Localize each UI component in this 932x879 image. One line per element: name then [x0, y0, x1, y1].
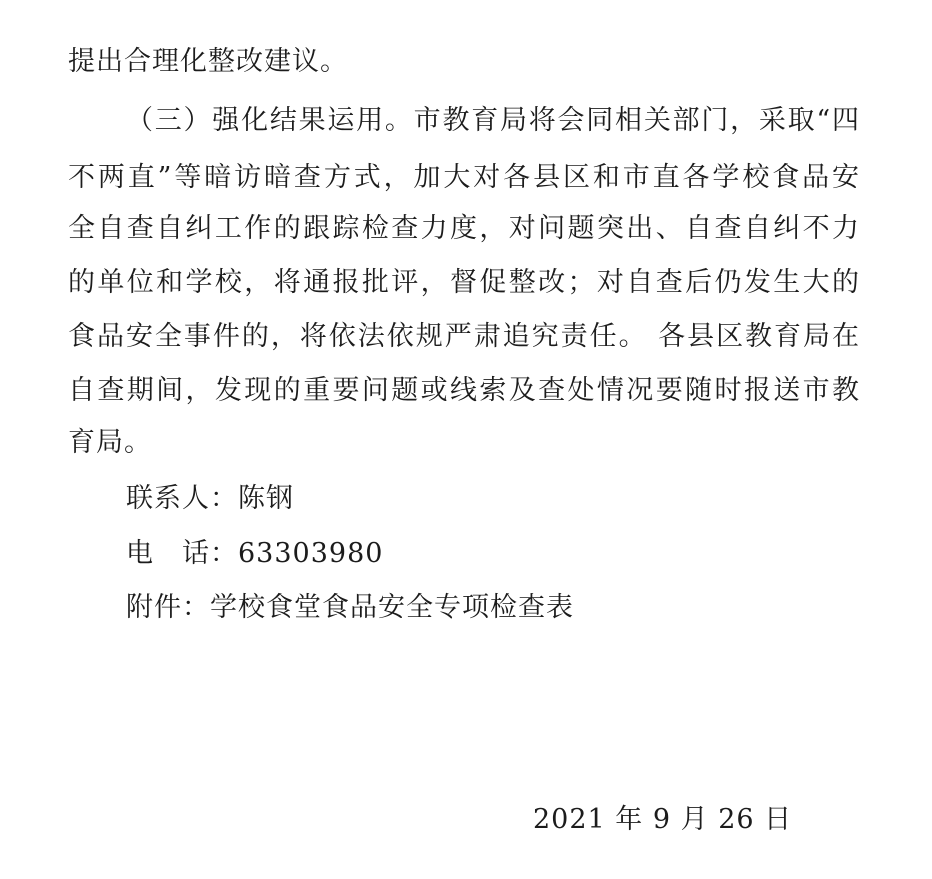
paragraph-line: 提出合理化整改建议。	[68, 46, 348, 77]
paragraph-line: （三）强化结果运用。市教育局将会同相关部门，采取“四	[126, 105, 860, 136]
contact-person: 联系人：陈钢	[126, 483, 294, 514]
paragraph-line: 自查期间，发现的重要问题或线索及查处情况要随时报送市教	[68, 375, 860, 406]
phone-number: 电 话：63303980	[126, 538, 384, 569]
paragraph-line: 食品安全事件的，将依法依规严肃追究责任。 各县区教育局在	[68, 321, 860, 352]
paragraph-line: 育局。	[68, 427, 152, 458]
paragraph-line: 的单位和学校，将通报批评，督促整改；对自查后仍发生大的	[68, 267, 860, 298]
document-date: 2021 年 9 月 26 日	[533, 804, 793, 835]
paragraph-line: 全自查自纠工作的跟踪检查力度，对问题突出、自查自纠不力	[68, 213, 860, 244]
paragraph-line: 不两直”等暗访暗查方式，加大对各县区和市直各学校食品安	[68, 162, 860, 193]
attachment-note: 附件：学校食堂食品安全专项检查表	[126, 592, 574, 623]
